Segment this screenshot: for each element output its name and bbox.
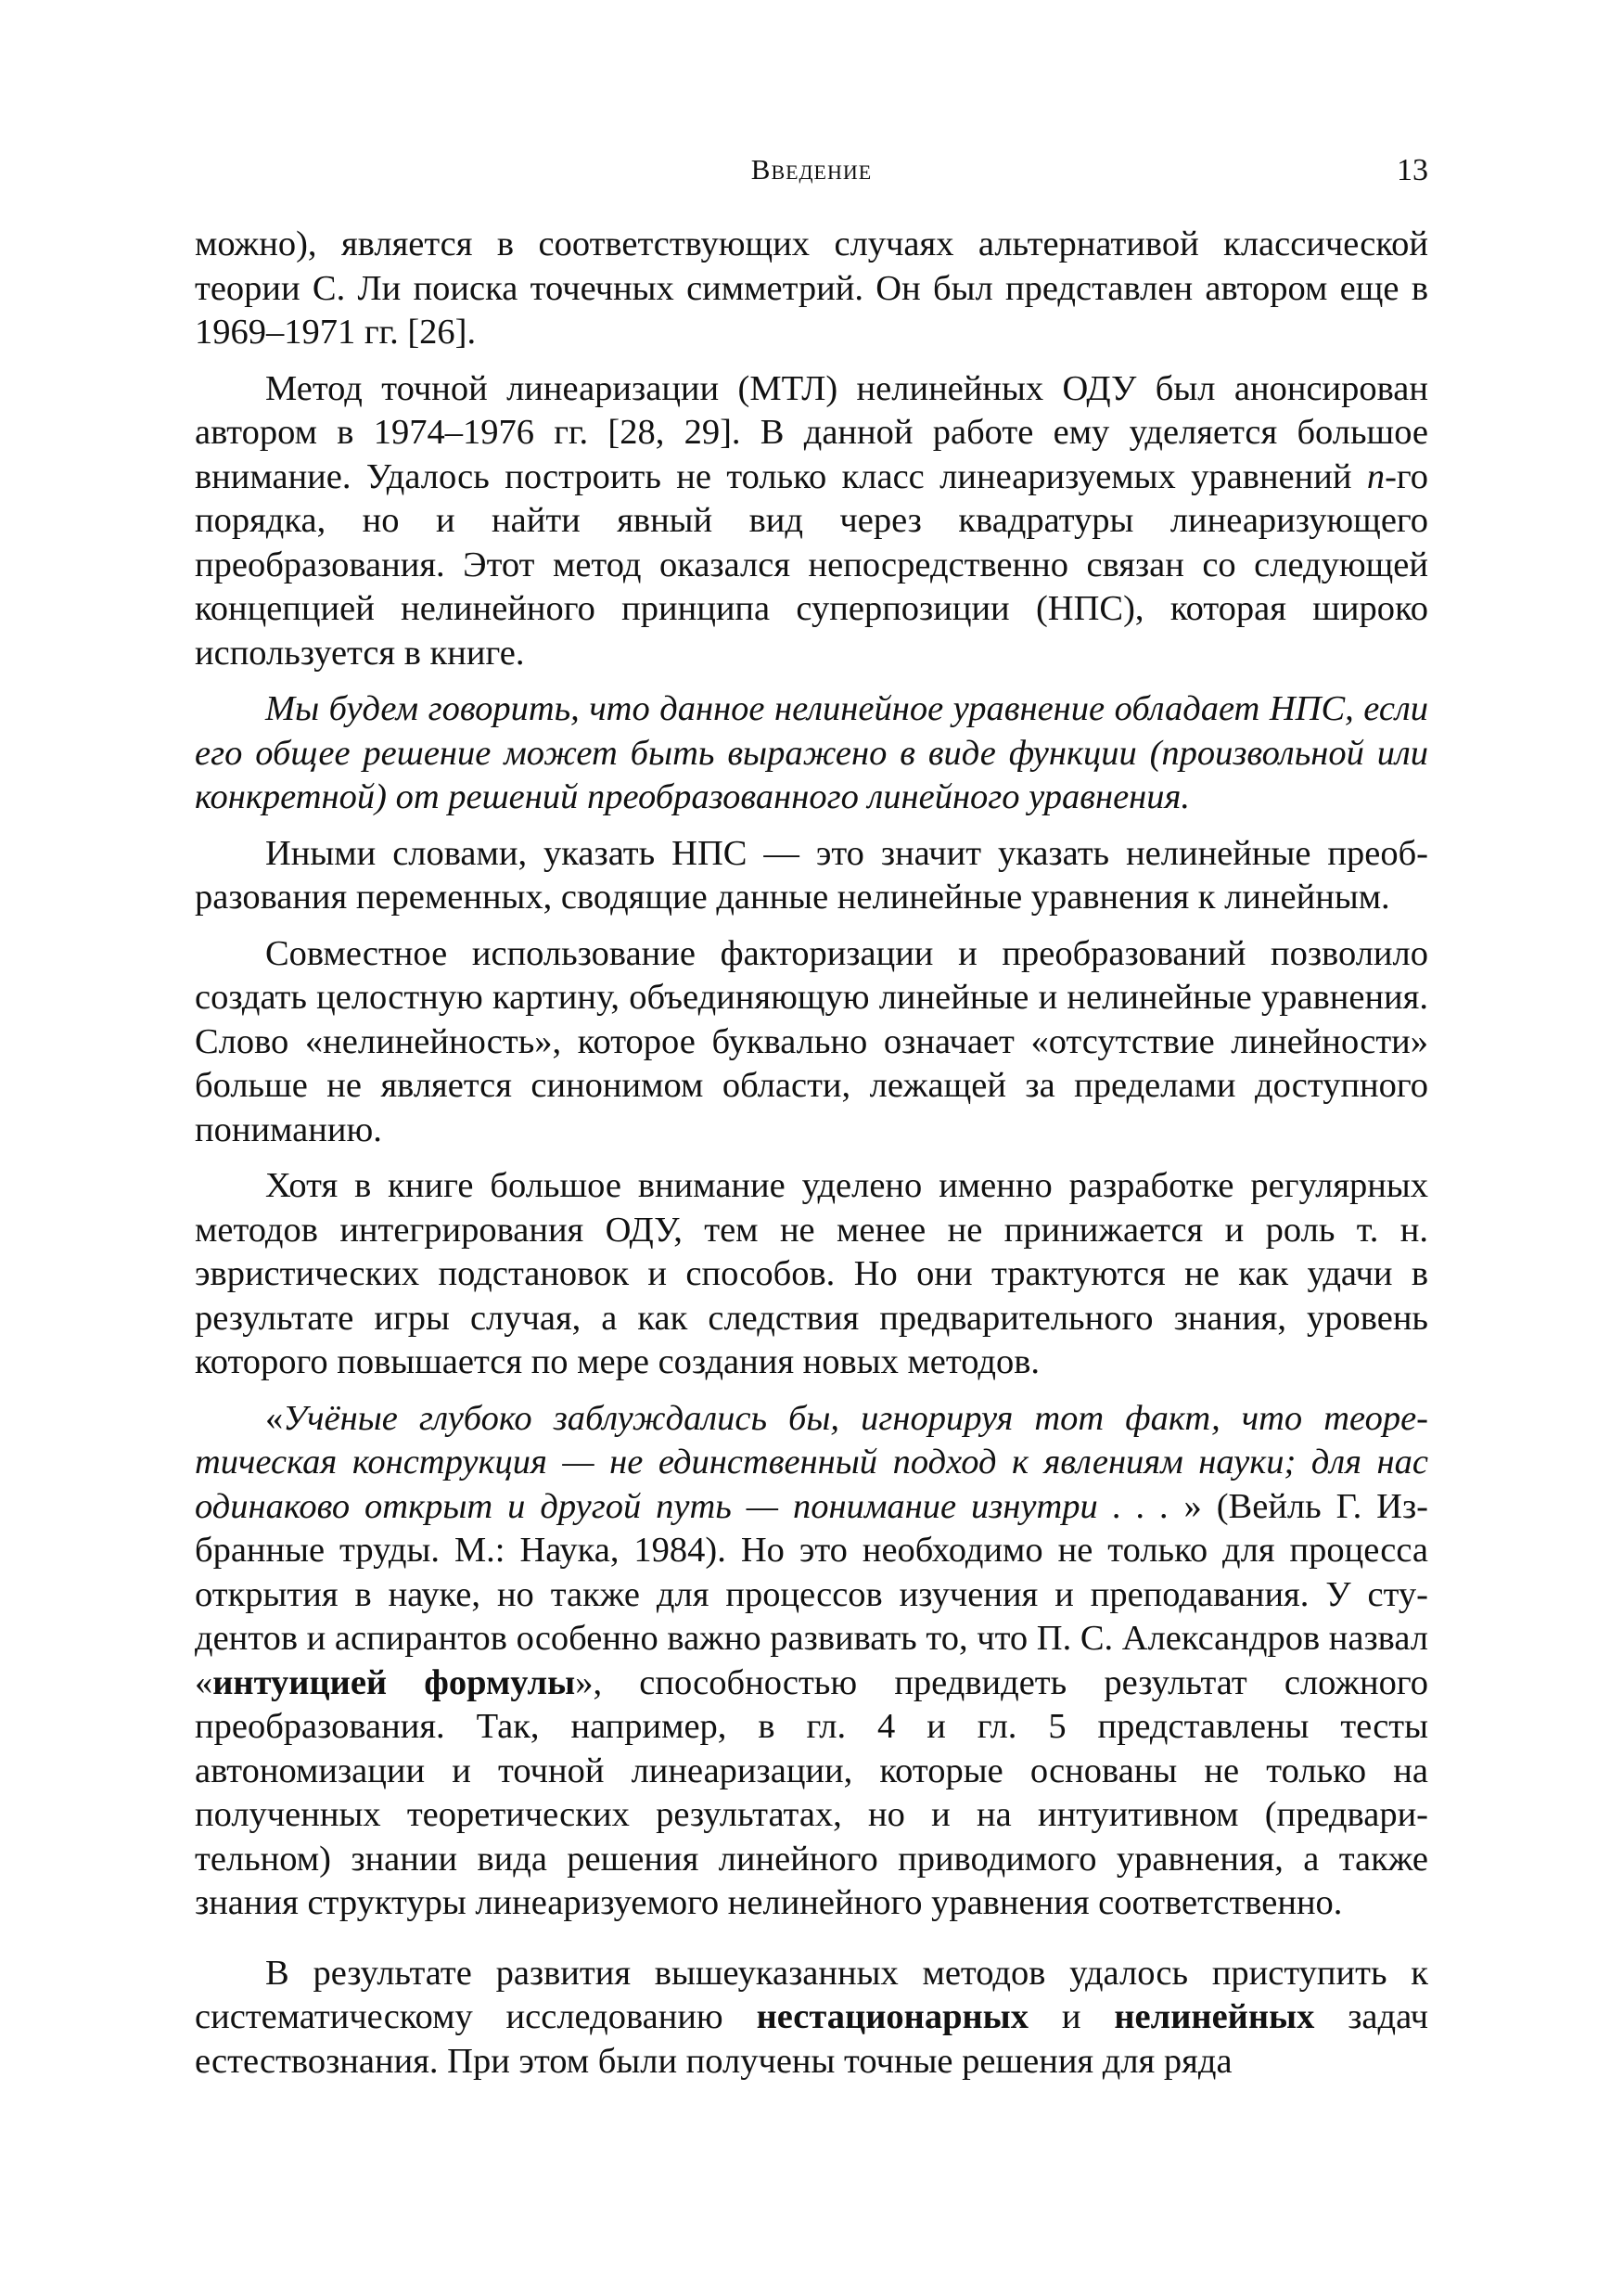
quote-paragraph	[195, 1397, 1428, 1926]
paragraph-5	[195, 932, 1428, 1153]
bold-nonstationary: нестационарных	[756, 1997, 1029, 2036]
paragraph-6	[195, 1164, 1428, 1385]
paragraph-2-text-a: Метод точной линеаризации (МТЛ) нелинейных ОДУ был анонсирован автором в 1974–1976 гг. [28, 29]. В данной работе ему уделяется большое внимание. Удалось построить не только класс линеаризуемых уравнений	[195, 368, 1428, 496]
paragraph-8-text-a: В результате развития вышеуказанных методов удалось приступить к систематическому исследованию	[195, 1953, 1428, 2036]
paragraph-4-text: Иными словами, указать НПС — это значит указать нелинейные преобразования переменных, сводящие данные нелинейные уравнения к линейным.	[195, 833, 1428, 917]
bold-intuition-formula: интуицией формулы	[212, 1662, 576, 1702]
definition-text: Мы будем говорить, что данное нелинейное уравнение обладает НПС, если его общее решение может быть выражено в виде функции (произвольной или конкретной) от решений преобразованного линейного уравнения.	[195, 689, 1428, 816]
quote-paragraph-text-a: » (Вейль Г. Избранные труды. М.: Наука, 1984). Но это необходимо не только для процесса открытия в науке, но также для процессов изучения и преподавания. У студентов и аспирантов особенно важно развивать то, что П. С. Александров назвал «	[195, 1486, 1428, 1702]
weyl-quote: Учёные глубоко заблуждались бы, игнорируя тот факт, что теоретическая конструкция — не единственный подход к явлениям науки; для нас одинаково открыт и другой путь — понимание изнутри . . .	[195, 1398, 1428, 1526]
paragraph-2	[195, 367, 1428, 676]
running-title: Введение	[750, 153, 873, 186]
math-n: n	[1366, 456, 1386, 496]
quote-paragraph-text-b: », способностью предвидеть результат сложного преобразования. Так, например, в гл. 4 и гл. 5 представлены тесты автономизации и точной линеаризации, которые основаны не только на полученных теоретических результатах, но и на интуитивном (предварительном) знании вида решения линейного приводимого уравнения, а также знания структуры линеаризуемого нелинейного уравнения соответственно.	[195, 1662, 1428, 1922]
page-number: 13	[1397, 153, 1428, 187]
paragraph-8	[195, 1952, 1428, 2084]
paragraph-1	[195, 223, 1428, 355]
page-body	[195, 223, 1428, 2096]
paragraph-8-text-b: и	[1028, 1997, 1115, 2036]
paragraph-2-text-b: -го порядка, но и найти явный вид через квадратуры линеаризующего преобразования. Этот метод оказался непосредственно связан со следующей концепцией нелинейного принципа суперпозиции (НПС), которая широко используется в книге.	[195, 456, 1428, 673]
paragraph-6-text: Хотя в книге большое внимание уделено именно разработке регулярных методов интегрирования ОДУ, тем не менее не принижается и роль т. н. эвристических подстановок и способов. Но они трактуются не как удачи в результате игры случая, а как следствия предварительного знания, уровень которого повышается по мере создания новых методов.	[195, 1166, 1428, 1381]
paragraph-8-text-c: задач естествознания. При этом были получены точные решения для ряда	[195, 1997, 1428, 2081]
quote-open-mark: «	[265, 1398, 284, 1438]
bold-nonlinear: нелинейных	[1114, 1997, 1315, 2036]
paragraph-1-text: можно), является в соответствующих случаях альтернативой классической теории С. Ли поиска точечных симметрий. Он был представлен автором еще в 1969–1971 гг. [26].	[195, 224, 1428, 352]
running-header	[195, 153, 1428, 199]
paragraph-4	[195, 832, 1428, 920]
definition-paragraph	[195, 687, 1428, 820]
paragraph-5-text: Совместное использование факторизации и преобразований позволило создать целостную картину, объединяющую линейные и нелинейные уравнения. Слово «нелинейность», которое буквально означает «отсутствие линейности» больше не является синонимом области, лежащей за пределами доступного пониманию.	[195, 933, 1428, 1149]
